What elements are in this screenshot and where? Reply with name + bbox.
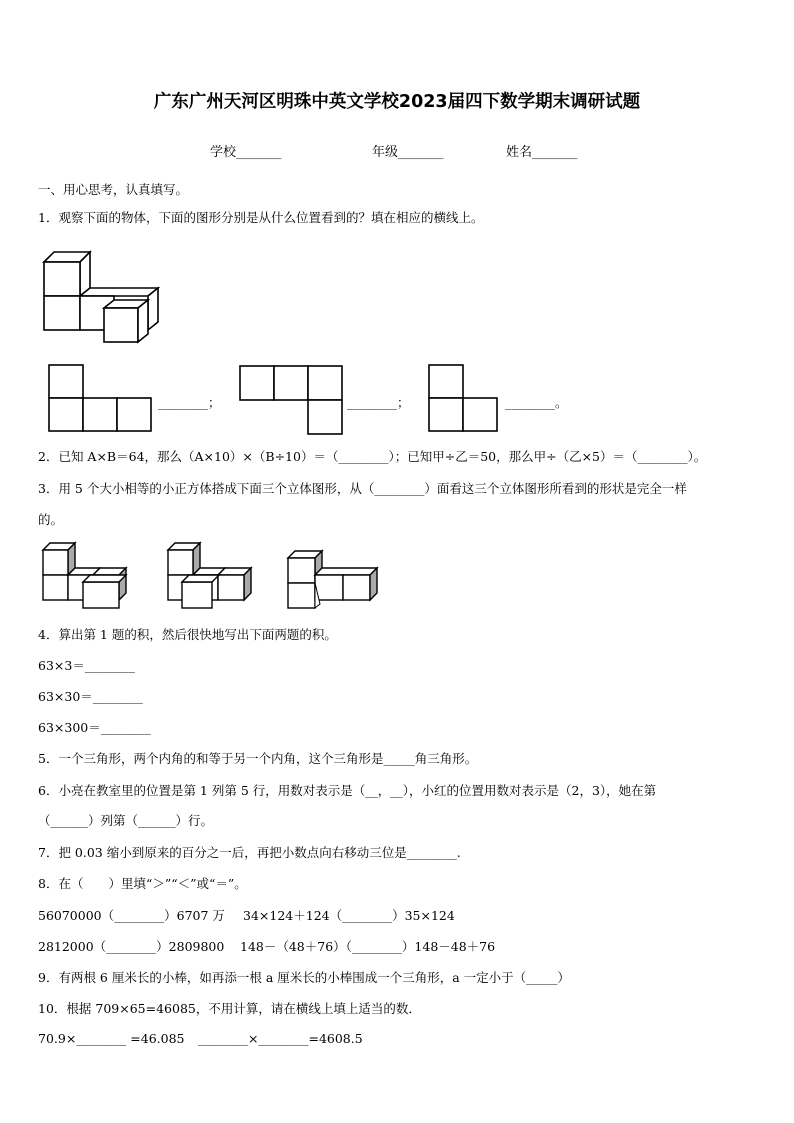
q1-blank-3[interactable]: ________。: [505, 395, 568, 410]
question-4-eq-1[interactable]: 63×3＝________: [38, 658, 135, 673]
question-3-line-1: 3．用 5 个大小相等的小正方体搭成下面三个立体图形，从（________）面看这三个立体图形所看到的形状是完全一样: [38, 481, 687, 496]
question-1-text: 1．观察下面的物体，下面的图形分别是从什么位置看到的？填在相应的横线上。: [38, 210, 484, 225]
q1-blank-2[interactable]: ________；: [347, 395, 410, 410]
q1-view-1: [48, 364, 153, 432]
q1-view-3: [428, 364, 498, 432]
question-8-row-1a[interactable]: 56070000（________）6707 万: [38, 908, 225, 923]
page-title: 广东广州天河区明珠中英文学校2023届四下数学期末调研试题: [153, 92, 641, 112]
q1-view-2: [239, 365, 344, 435]
name-field[interactable]: 姓名_______: [506, 145, 578, 160]
question-8-row-2b[interactable]: 148－（48＋76）（________）148－48＋76: [240, 939, 496, 954]
q3-solid-2: [167, 540, 255, 610]
q1-solid-figure: [40, 248, 165, 348]
grade-field[interactable]: 年级_______: [372, 145, 444, 160]
question-6-line-1: 6．小亮在教室里的位置是第 1 列第 5 行，用数对表示是（__，__），小红的位置用数对表示是（2，3），她在第: [38, 783, 657, 798]
question-5-text: 5．一个三角形，两个内角的和等于另一个内角，这个三角形是_____角三角形。: [38, 751, 478, 766]
question-10-eq-1[interactable]: 70.9×________ =46.085: [38, 1031, 185, 1046]
q3-solid-1: [42, 540, 130, 610]
school-field[interactable]: 学校_______: [210, 145, 282, 160]
question-2-text: 2．已知 A×B＝64，那么（A×10）×（B÷10）＝（________）；已知甲÷乙＝50，那么甲÷（乙×5）＝（________）。: [38, 449, 707, 464]
question-4-text: 4．算出第 1 题的积，然后很快地写出下面两题的积。: [38, 627, 337, 642]
question-10-eq-2[interactable]: ________×________=4608.5: [198, 1031, 363, 1046]
question-10-text: 10．根据 709×65=46085，不用计算，请在横线上填上适当的数．: [38, 1001, 421, 1016]
question-4-eq-3[interactable]: 63×300＝________: [38, 720, 151, 735]
question-3-line-2: 的。: [38, 512, 64, 527]
q1-blank-1[interactable]: ________；: [158, 395, 221, 410]
question-4-eq-2[interactable]: 63×30＝________: [38, 689, 143, 704]
question-8-row-1b[interactable]: 34×124＋124（________）35×124: [243, 908, 455, 923]
question-9-text: 9．有两根 6 厘米长的小棒，如再添一根 a 厘米长的小棒围成一个三角形，a 一定小于（_____）: [38, 970, 570, 985]
question-6-line-2: （______）列第（______）行。: [38, 813, 214, 828]
question-7-text: 7．把 0.03 缩小到原来的百分之一后，再把小数点向右移动三位是________.: [38, 845, 461, 860]
q3-solid-3: [287, 548, 379, 610]
question-8-row-2a[interactable]: 2812000（________）2809800: [38, 939, 225, 954]
section-heading: 一、用心思考，认真填写。: [38, 182, 189, 197]
question-8-text: 8．在（ ）里填“＞”“＜”或“＝”。: [38, 876, 247, 891]
